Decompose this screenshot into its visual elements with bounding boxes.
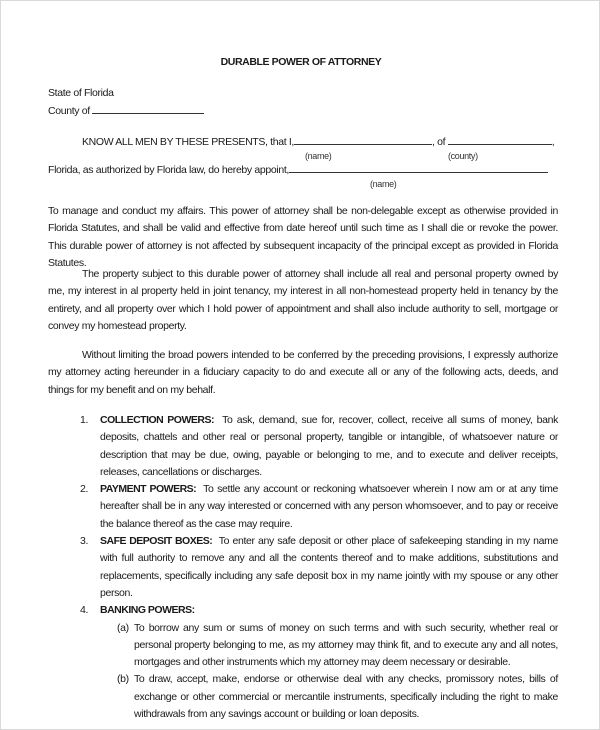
state-line: State of Florida <box>48 87 114 99</box>
county-blank[interactable] <box>92 104 204 114</box>
paragraph-authority <box>48 203 558 272</box>
item-heading: COLLECTION POWERS: <box>100 414 214 426</box>
banking-subitem-borrow <box>100 620 558 672</box>
grantor-line <box>82 135 554 148</box>
county-caption: (county) <box>448 151 478 161</box>
subitem-label: (b) <box>117 673 129 686</box>
power-item-banking <box>80 602 558 723</box>
county-line <box>48 104 204 117</box>
item-text: To ask, demand, sue for, recover, collect, receive all sums of money, bank deposits, chattels and other real or personal property, tangible or intangible, of whatsoever nature or description that may be due, owing, payable or belonging to me, and to execute and deliver receipts, releases, cancellations or discharges. <box>100 414 558 478</box>
name-caption: (name) <box>305 151 332 161</box>
power-item-collection <box>80 412 558 481</box>
document-title: DURABLE POWER OF ATTORNEY <box>220 56 382 68</box>
paragraph-text: Without limiting the broad powers intended to be conferred by the preceding provisions, I expressly authorize my attorney acting hereunder in a fiduciary capacity to do and execute all or any of the following acts, deeds, and things for my benefit and on my behalf. <box>48 349 558 396</box>
banking-subitem-instruments <box>100 671 558 723</box>
grantor-name-blank[interactable] <box>294 135 432 145</box>
appoint-line <box>48 163 548 176</box>
county-label: County of <box>48 105 90 117</box>
banking-subitems <box>100 620 558 724</box>
item-text: To enter any safe deposit or other place of safekeeping standing in my name with full authority to remove any and all the contents thereof and to make additions, substitutions and replacements, specifically including any safe deposit box in my name jointly with my spouse or any other person. <box>100 535 559 599</box>
item-number: 2. <box>80 483 89 496</box>
paragraph-text: The property subject to this durable power of attorney shall include all real and personal property owned by me, my interest in al property held in joint tenancy, my interest in all non-homestead property held in tenancy by the entirety, and all property over which I hold power of appointment and shall also include authority to sell, mortgage or convey my homestead property. <box>48 268 558 332</box>
know-all-text: KNOW ALL MEN BY THESE PRESENTS, that I, <box>82 136 294 148</box>
paragraph-broad-powers <box>48 347 558 399</box>
item-heading: PAYMENT POWERS: <box>100 483 197 496</box>
item-text: To settle any account or reckoning whatsoever wherein I now am or at any time hereafter shall be in any way interested or concerned with any person whomsoever, and to pay or receive the balance thereof as the case may require. <box>100 483 558 530</box>
of-text: , of <box>431 136 446 148</box>
paragraph-text: To manage and conduct my affairs. This power of attorney shall be non-delegable except as otherwise provided in Florida Statutes, and shall be valid and effective from date hereof until such time as I shall die or revoke the power. This durable power of attorney is not affected by subsequent incapacity of the principal except as provided in Florida Statutes. <box>48 205 558 269</box>
attorney-name-blank[interactable] <box>289 163 548 173</box>
attorney-name-caption: (name) <box>370 179 397 189</box>
subitem-text: To draw, accept, make, endorse or otherwise deal with any checks, promissory notes, bills of exchange or other commercial or mercantile instruments, specifically including the right to make withdrawals from any savings account or building or loan deposits. <box>134 673 558 721</box>
item-number: 1. <box>80 414 89 426</box>
paragraph-property <box>48 266 558 335</box>
power-item-payment <box>80 481 558 533</box>
power-item-safe-deposit <box>80 533 558 602</box>
item-number: 4. <box>80 604 89 617</box>
subitem-label: (a) <box>117 621 129 634</box>
comma: , <box>551 136 555 148</box>
item-number: 3. <box>80 535 89 548</box>
grantor-county-blank[interactable] <box>448 135 552 145</box>
item-heading: BANKING POWERS: <box>100 604 195 617</box>
florida-text: Florida, as authorized by Florida law, do hereby appoint, <box>48 164 289 176</box>
subitem-text: To borrow any sum or sums of money on such terms and with such security, whether real or personal property belonging to me, as my attorney may think fit, and to execute any and all notes, mortgages and other instruments which my attorney may deem necessary or desirable. <box>134 621 558 669</box>
powers-list <box>80 412 558 723</box>
item-heading: SAFE DEPOSIT BOXES: <box>100 535 213 548</box>
